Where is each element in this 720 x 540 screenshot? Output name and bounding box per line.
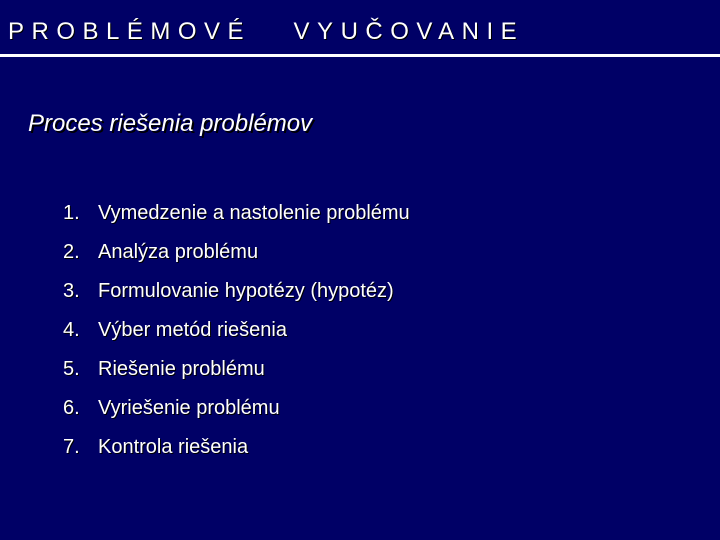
step-number: 3.: [63, 280, 80, 302]
step-item: [63, 393, 410, 432]
step-label: Vyriešenie problému: [98, 397, 280, 419]
step-number: 1.: [63, 202, 80, 224]
step-label: Analýza problému: [98, 241, 259, 263]
title-divider: [0, 54, 720, 57]
step-label: Kontrola riešenia: [98, 436, 249, 458]
step-label: Výber metód riešenia: [98, 319, 287, 341]
slide-title: PROBLÉMOVÉ VYUČOVANIE: [8, 18, 525, 45]
step-label: Riešenie problému: [98, 358, 265, 380]
step-item: [63, 276, 410, 315]
steps-list: [63, 198, 410, 471]
step-label: Formulovanie hypotézy (hypotéz): [98, 280, 394, 302]
step-number: 6.: [63, 397, 80, 419]
step-number: 2.: [63, 241, 80, 263]
slide-subtitle: Proces riešenia problémov: [28, 110, 313, 137]
step-item: [63, 432, 410, 471]
step-number: 5.: [63, 358, 80, 380]
step-number: 7.: [63, 436, 80, 458]
step-number: 4.: [63, 319, 80, 341]
step-item: [63, 198, 410, 237]
step-label: Vymedzenie a nastolenie problému: [98, 202, 410, 224]
step-item: [63, 315, 410, 354]
step-item: [63, 354, 410, 393]
step-item: [63, 237, 410, 276]
